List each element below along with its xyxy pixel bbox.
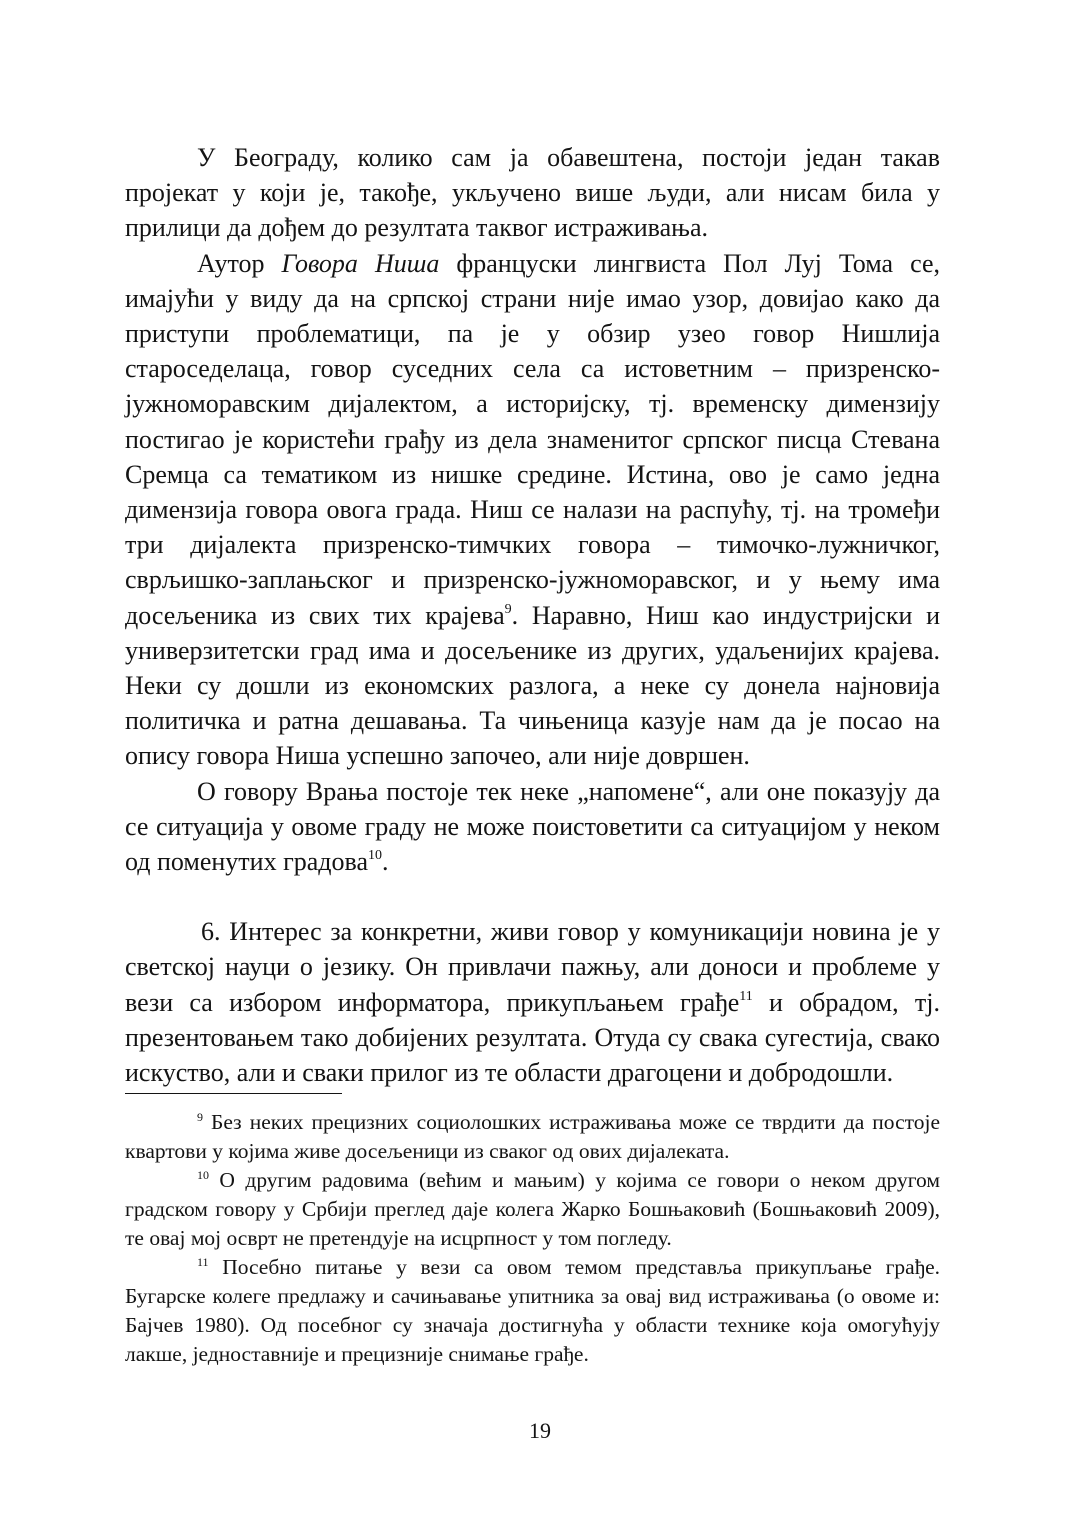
main-text [125, 140, 940, 1090]
footnote-separator [125, 1093, 342, 1094]
page-number: 19 [529, 1418, 551, 1443]
footnote-9: $^9$ Без неких прецизних социолошких истраживања може се тврдити да постоје квартови у којима живе досељеници из сваког од ових дијалеката. [125, 1110, 940, 1163]
footnote-ref-10: 10 [368, 848, 382, 864]
book-title: Говора Ниша [281, 248, 440, 278]
footnote-ref-11: 11 [739, 988, 753, 1004]
section-6-paragraph: 6. Интерес за конкретни, живи говор у комуникацији новина је у светској науци о језику. Он привлачи пажњу, али доноси и проблеме у вези са избором информатора, прикупљањем грађе$^{11}$ и обрадом, тј. презентовањем тако добијених резултата. Отуда су свака сугестија, свако искуство, али и сваки прилог из те области драгоцени и добродошли. [125, 917, 940, 1088]
paragraph-2: Аутор Говора Ниша француски лингвиста Пол Луј Тома се, имајући у виду да на српској страни није имао узор, довијао како да приступи проблематици, па је у обзир узео говор Нишлија староседелаца, говор суседних села са истоветним – призренско-јужноморавским дијалектом, а историјску, тј. временску димензију постигао је користећи грађу из дела знаменитог српског писца Стевана Сремца са тематиком из нишке средине. Истина, ово је само једна димензија говора овога града. Ниш се налази на распућу, тј. на тромеђи три дијалекта призренско-тимчких говора – тимочко-лужничког, сврљишко-заплањског и призренско-јужноморавског, и у њему има досељеника из свих тих крајева$^9$. Наравно, Ниш као индустријски и универзитетски град има и досељенике из других, удаљенијих крајева. Неки су дошли из економских разлога, а неке су донела најновија политичка и ратна дешавања. Та чињеница казује нам да је посао на опису говора Ниша успешно започео, али није довршен. [125, 248, 940, 771]
footnote-11: $^{11}$ Посебно питање у вези са овом темом представља прикупљање грађе. Бугарске колеге предлажу и сачињавање упитника за овај вид истраживања (о овоме и: Бајчев 1980). Од посебног су значаја достигнућа у области технике која омогућују лакше, једноставније и прецизније снимање грађе. [125, 1255, 940, 1366]
footnote-ref-9: 9 [504, 601, 512, 617]
paragraph-3: О говору Врања постоје тек неке „напомене“, али оне показују да се ситуација у овоме граду не може поистоветити са ситуацијом у неком од поменутих градова$^{10}$. [125, 776, 940, 877]
footnote-10: $^{10}$ О другим радовима (већим и мањим) у којима се говори о неком другом градском говору у Србији преглед даје колега Жарко Бошњаковић (Бошњаковић 2009), те овај мој осврт не претендује на исцрпност у том погледу. [125, 1168, 940, 1250]
footnotes [125, 1108, 940, 1369]
paragraph-1: У Београду, колико сам ја обавештена, постоји један такав пројекат у који је, такође, укључено више људи, али нисам била у прилици да дођем до резултата таквог истраживања. [125, 143, 940, 243]
